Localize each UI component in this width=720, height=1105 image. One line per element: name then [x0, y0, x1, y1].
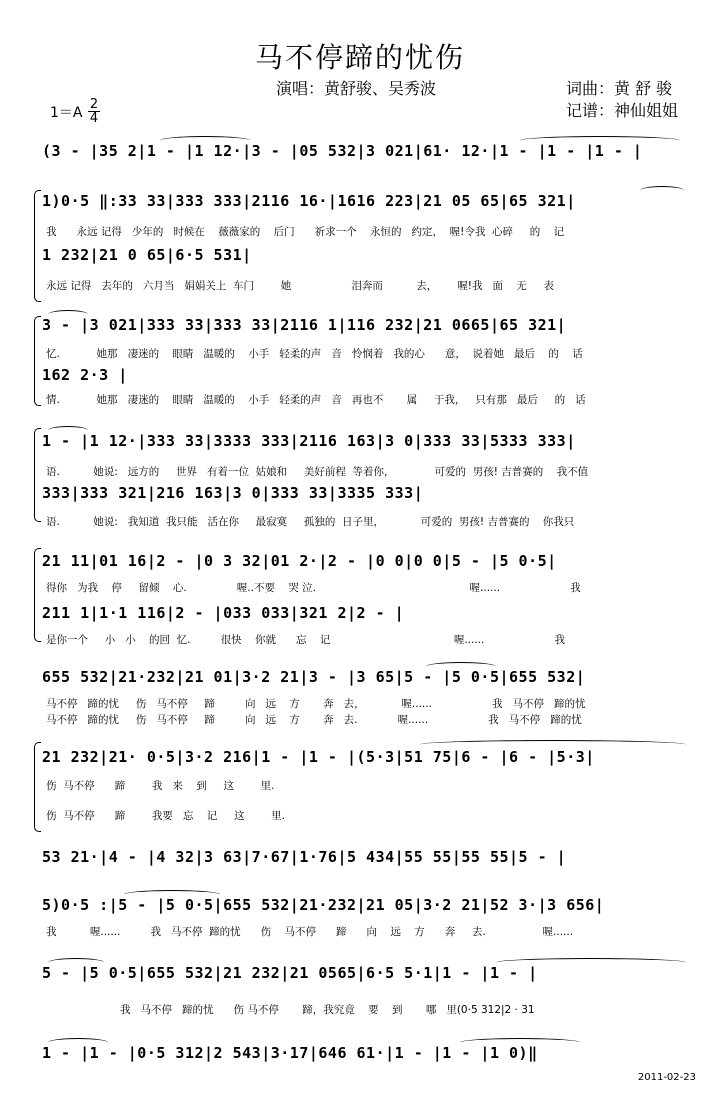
lyric-line: 伤 马不停 蹄 我要 忘 记 这 里. — [46, 810, 285, 822]
notation-line: 1 - |1 - |0·5 312|2 543|3·17|646 61·|1 - |1 - |1 0)‖ — [42, 1044, 538, 1062]
lyric-line: 马不停 蹄的忧 伤 马不停 蹄 向 远 方 奔 去. 喔...... 我 马不停 蹄的忧 — [46, 714, 582, 726]
tie — [640, 186, 684, 195]
transcription-date: 2011-02-23 — [637, 1072, 696, 1083]
time-signature-denominator: 4 — [89, 111, 99, 126]
lyric-line: 马不停 蹄的忧 伤 马不停 蹄 向 远 方 奔 去， 喔...... 我 马不停 蹄的忧 — [46, 698, 586, 710]
lyric-line: 语. 她说: 我知道 我只能 活在你 最寂寞 孤独的 日子里， 可爱的 男孩! 吉普赛的 你我只 — [46, 516, 575, 528]
voice-brace — [34, 548, 41, 642]
notation-line: 333|333 321|216 163|3 0|333 33|3335 333| — [42, 484, 424, 502]
notation-line: 21 232|21· 0·5|3·2 216|1 - |1 - |(5·3|51 75|6 - |6 - |5·3| — [42, 748, 595, 766]
song-title: 马不停蹄的忧伤 — [254, 41, 465, 74]
lyric-line: 忆. 她那 凄迷的 眼睛 温暖的 小手 轻柔的声 音 怜悯着 我的心 意， 说着她 最后 的 话 — [46, 348, 583, 360]
lyric-line: 我 永远 记得 少年的 时候在 薇薇家的 后门 祈求一个 永恒的 约定， 喔!令我 心碎 的 记 — [46, 226, 565, 238]
notation-line: 3 - |3 021|333 33|333 33|2116 1|116 232|21 0665|65 321| — [42, 316, 567, 334]
voice-brace — [34, 316, 41, 406]
singers-credit: 演唱：黄舒骏、吴秀波 — [276, 79, 437, 98]
lyric-line: 我 马不停 蹄的忧 伤 马不停 蹄，我究竟 要 到 哪 里(0·5 312|2 · 31 — [120, 1004, 535, 1016]
voice-brace — [34, 428, 41, 522]
lyric-line: 得你 为我 停 留倾 心. 喔..不要 哭 泣. 喔...... 我 — [46, 582, 581, 594]
tie — [48, 426, 88, 435]
notation-line: 53 21·|4 - |4 32|3 63|7·67|1·76|5 434|55 55|55 55|5 - | — [42, 848, 567, 866]
tie — [48, 958, 104, 967]
tie — [520, 136, 680, 145]
notation-line: 1 - |1 12·|333 33|3333 333|2116 163|3 0|333 33|5333 333| — [42, 432, 576, 450]
composer-credit: 词曲：黄 舒 骏 — [566, 79, 673, 98]
voice-brace — [34, 190, 41, 302]
notation-line: 162 2·3 | — [42, 366, 128, 384]
volta-bracket — [124, 890, 220, 899]
lyric-line: 伤 马不停 蹄 我 来 到 这 里. — [46, 780, 275, 792]
voice-brace — [34, 742, 41, 832]
transcriber-credit: 记谱：神仙姐姐 — [566, 101, 679, 120]
lyric-line: 情. 她那 凄迷的 眼睛 温暖的 小手 轻柔的声 音 再也不 属 于我， 只有那 最后 的 话 — [46, 394, 586, 406]
lyric-line: 我 喔...... 我 马不停 蹄的忧 伤 马不停 蹄 向 远 方 奔 去. 喔...... — [46, 926, 574, 938]
key-signature: 1＝A — [50, 105, 83, 121]
lyric-line: 语. 她说: 远方的 世界 有着一位 姑娘和 美好前程 等着你， 可爱的 男孩! 吉普赛的 我不值 — [46, 466, 589, 478]
notation-line: 1 232|21 0 65|6·5 531| — [42, 246, 252, 264]
tie — [48, 1038, 108, 1047]
notation-line: 211 1|1·1 116|2 - |033 033|321 2|2 - | — [42, 604, 405, 622]
notation-line: 5)0·5 :|5 - |5 0·5|655 532|21·232|21 05|3·2 21|52 3·|3 656| — [42, 896, 605, 914]
tie — [426, 662, 496, 671]
notation-line: 655 532|21·232|21 01|3·2 21|3 - |3 65|5 - |5 0·5|655 532| — [42, 668, 586, 686]
volta-bracket — [420, 740, 686, 749]
notation-line: (3 - |35 2|1 - |1 12·|3 - |05 532|3 021|61· 12·|1 - |1 - |1 - | — [42, 142, 643, 160]
time-signature-numerator: 2 — [89, 97, 99, 112]
notation-line: 21 11|01 16|2 - |0 3 32|01 2·|2 - |0 0|0 0|5 - |5 0·5| — [42, 552, 557, 570]
tie — [496, 958, 686, 967]
tie — [160, 136, 250, 145]
notation-line: 5 - |5 0·5|655 532|21 232|21 0565|6·5 5·1|1 - |1 - | — [42, 964, 538, 982]
tie — [460, 1038, 580, 1047]
tie — [48, 310, 88, 319]
lyric-line: 永远 记得 去年的 六月当 娟娟关上 车门 她 泪奔而 去， 喔!我 面 无 表 — [46, 280, 554, 292]
notation-line: 1)0·5 ‖:33 33|333 333|2116 16·|1616 223|21 05 65|65 321| — [42, 192, 576, 210]
lyric-line: 是你一个 小 小 的回 忆. 很快 你就 忘 记 喔...... 我 — [46, 634, 565, 646]
